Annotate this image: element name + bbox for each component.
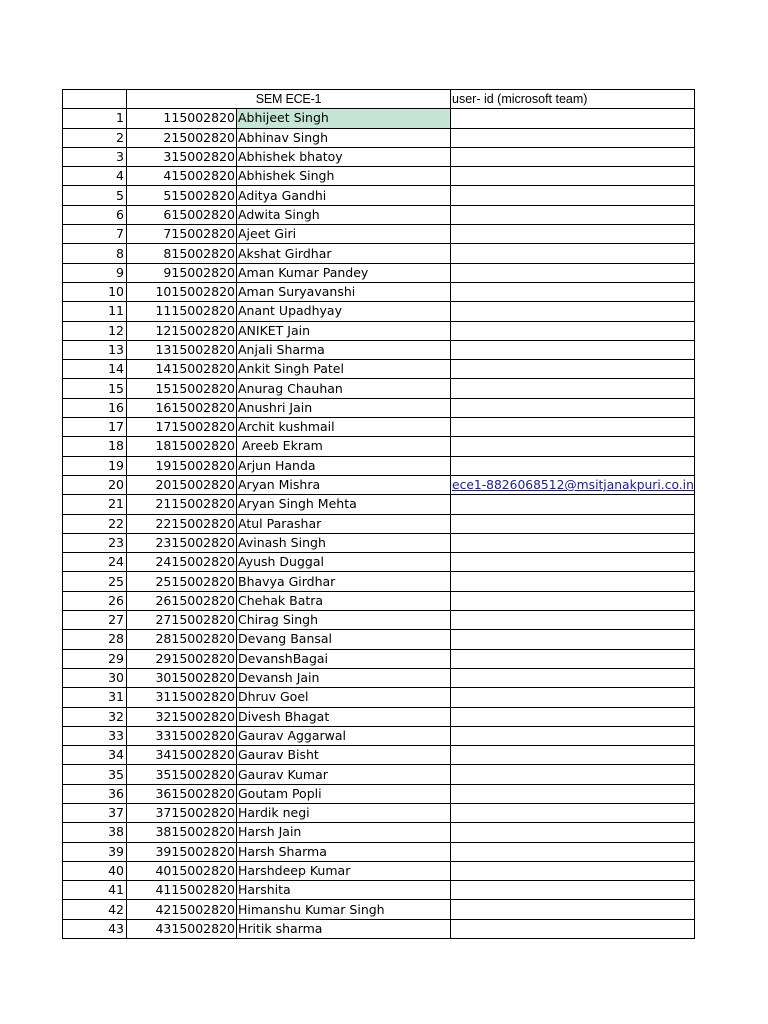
roll-number-cell[interactable]: 3115002820	[127, 688, 237, 707]
serial-number-cell[interactable]: 14	[63, 360, 127, 379]
serial-number-cell[interactable]: 40	[63, 861, 127, 880]
user-id-cell[interactable]	[451, 553, 695, 572]
table-row	[63, 379, 695, 398]
table-row	[63, 340, 695, 359]
serial-number-cell[interactable]: 15	[63, 379, 127, 398]
table-row	[63, 263, 695, 282]
table-row	[63, 572, 695, 591]
table-row	[63, 205, 695, 224]
student-name-cell[interactable]: Abhinav Singh	[237, 128, 451, 147]
student-name-cell[interactable]: Abhishek bhatoy	[237, 147, 451, 166]
student-name-cell[interactable]: Chehak Batra	[237, 591, 451, 610]
student-name-cell[interactable]: Devang Bansal	[237, 630, 451, 649]
table-row	[63, 707, 695, 726]
table-row	[63, 456, 695, 475]
roll-number-cell[interactable]: 2315002820	[127, 533, 237, 552]
table-row	[63, 109, 695, 128]
user-id-cell[interactable]	[451, 456, 695, 475]
serial-number-cell[interactable]: 17	[63, 418, 127, 437]
roll-number-cell[interactable]: 215002820	[127, 128, 237, 147]
table-row	[63, 688, 695, 707]
student-name-cell[interactable]: Dhruv Goel	[237, 688, 451, 707]
serial-number-cell[interactable]: 37	[63, 803, 127, 822]
serial-number-cell[interactable]: 3	[63, 147, 127, 166]
table-row	[63, 630, 695, 649]
table-row	[63, 668, 695, 687]
student-name-cell[interactable]: Akshat Girdhar	[237, 244, 451, 263]
user-id-cell[interactable]	[451, 244, 695, 263]
user-id-cell[interactable]	[451, 900, 695, 919]
user-id-cell[interactable]	[451, 803, 695, 822]
table-row	[63, 225, 695, 244]
user-id-cell[interactable]	[451, 437, 695, 456]
roll-number-cell[interactable]: 915002820	[127, 263, 237, 282]
roll-number-cell[interactable]: 3415002820	[127, 746, 237, 765]
student-name-cell[interactable]: Bhavya Girdhar	[237, 572, 451, 591]
student-name-cell[interactable]: Harshita	[237, 881, 451, 900]
serial-number-cell[interactable]: 31	[63, 688, 127, 707]
user-id-cell[interactable]	[451, 398, 695, 417]
student-name-cell[interactable]: Adwita Singh	[237, 205, 451, 224]
header-row	[63, 90, 695, 109]
student-name-cell[interactable]: Aditya Gandhi	[237, 186, 451, 205]
roll-number-cell[interactable]: 4115002820	[127, 881, 237, 900]
table-row	[63, 649, 695, 668]
serial-number-cell[interactable]: 36	[63, 784, 127, 803]
serial-number-cell[interactable]: 6	[63, 205, 127, 224]
student-name-cell[interactable]: Aryan Mishra	[237, 475, 451, 494]
user-id-cell[interactable]	[451, 765, 695, 784]
user-id-cell[interactable]	[451, 109, 695, 128]
table-row	[63, 167, 695, 186]
user-id-link[interactable]: ece1-8826068512@msitjanakpuri.co.in	[452, 478, 694, 493]
user-id-cell[interactable]	[451, 668, 695, 687]
serial-number-cell[interactable]: 1	[63, 109, 127, 128]
serial-number-cell[interactable]: 35	[63, 765, 127, 784]
student-name-cell[interactable]: Harsh Jain	[237, 823, 451, 842]
table-row	[63, 302, 695, 321]
serial-number-cell[interactable]: 21	[63, 495, 127, 514]
roll-number-cell[interactable]: 3815002820	[127, 823, 237, 842]
user-id-cell[interactable]	[451, 128, 695, 147]
serial-number-cell[interactable]: 8	[63, 244, 127, 263]
user-id-cell[interactable]	[451, 225, 695, 244]
serial-number-cell[interactable]: 7	[63, 225, 127, 244]
student-name-cell[interactable]: Areeb Ekram	[237, 437, 451, 456]
roll-number-cell[interactable]: 515002820	[127, 186, 237, 205]
header-empty-cell[interactable]	[63, 90, 127, 109]
student-name-cell[interactable]: Anjali Sharma	[237, 340, 451, 359]
serial-number-cell[interactable]: 27	[63, 611, 127, 630]
serial-number-cell[interactable]: 5	[63, 186, 127, 205]
serial-number-cell[interactable]: 19	[63, 456, 127, 475]
student-name-cell[interactable]: Avinash Singh	[237, 533, 451, 552]
roll-number-cell[interactable]: 715002820	[127, 225, 237, 244]
serial-number-cell[interactable]: 41	[63, 881, 127, 900]
table-row	[63, 186, 695, 205]
user-id-cell[interactable]	[451, 360, 695, 379]
roll-number-cell[interactable]: 4215002820	[127, 900, 237, 919]
table-row	[63, 360, 695, 379]
user-id-cell[interactable]	[451, 302, 695, 321]
user-id-cell[interactable]	[451, 205, 695, 224]
roll-number-cell[interactable]: 3715002820	[127, 803, 237, 822]
roll-number-cell[interactable]: 1915002820	[127, 456, 237, 475]
roll-number-cell[interactable]: 1515002820	[127, 379, 237, 398]
table-row	[63, 746, 695, 765]
user-id-cell[interactable]	[451, 495, 695, 514]
student-name-cell[interactable]: Devansh Jain	[237, 668, 451, 687]
roll-number-cell[interactable]: 1415002820	[127, 360, 237, 379]
student-name-cell[interactable]: Hardik negi	[237, 803, 451, 822]
table-row	[63, 514, 695, 533]
student-name-cell[interactable]: Abhishek Singh	[237, 167, 451, 186]
roll-number-cell[interactable]: 3215002820	[127, 707, 237, 726]
student-name-cell[interactable]: Himanshu Kumar Singh	[237, 900, 451, 919]
roll-number-cell[interactable]: 2615002820	[127, 591, 237, 610]
roll-number-cell[interactable]: 2015002820	[127, 475, 237, 494]
roll-number-cell[interactable]: 1815002820	[127, 437, 237, 456]
student-name-cell[interactable]: Arjun Handa	[237, 456, 451, 475]
roll-number-cell[interactable]: 3915002820	[127, 842, 237, 861]
serial-number-cell[interactable]: 23	[63, 533, 127, 552]
user-id-cell[interactable]	[451, 418, 695, 437]
student-name-cell[interactable]: Ayush Duggal	[237, 553, 451, 572]
table-row	[63, 803, 695, 822]
serial-number-cell[interactable]: 32	[63, 707, 127, 726]
user-id-cell[interactable]	[451, 475, 695, 494]
student-name-cell[interactable]: Hritik sharma	[237, 919, 451, 938]
roll-number-cell[interactable]: 1315002820	[127, 340, 237, 359]
user-id-cell[interactable]	[451, 919, 695, 938]
sheet-body	[63, 90, 695, 939]
student-name-cell[interactable]: Aman Suryavanshi	[237, 282, 451, 301]
table-row	[63, 765, 695, 784]
serial-number-cell[interactable]: 20	[63, 475, 127, 494]
student-name-cell[interactable]: Abhijeet Singh	[237, 109, 451, 128]
user-id-cell[interactable]	[451, 649, 695, 668]
serial-number-cell[interactable]: 16	[63, 398, 127, 417]
roll-number-cell[interactable]: 815002820	[127, 244, 237, 263]
user-id-cell[interactable]	[451, 823, 695, 842]
serial-number-cell[interactable]: 18	[63, 437, 127, 456]
serial-number-cell[interactable]: 30	[63, 668, 127, 687]
user-id-cell[interactable]	[451, 282, 695, 301]
table-row	[63, 437, 695, 456]
user-id-cell[interactable]	[451, 514, 695, 533]
student-name-cell[interactable]: Aman Kumar Pandey	[237, 263, 451, 282]
user-id-cell[interactable]	[451, 321, 695, 340]
serial-number-cell[interactable]: 10	[63, 282, 127, 301]
user-id-cell[interactable]	[451, 746, 695, 765]
table-row	[63, 147, 695, 166]
student-name-cell[interactable]: Archit kushmail	[237, 418, 451, 437]
roll-number-cell[interactable]: 115002820	[127, 109, 237, 128]
student-name-cell[interactable]: Divesh Bhagat	[237, 707, 451, 726]
table-row	[63, 128, 695, 147]
table-row	[63, 842, 695, 861]
table-row	[63, 919, 695, 938]
roll-number-cell[interactable]: 415002820	[127, 167, 237, 186]
student-name-cell[interactable]: Harshdeep Kumar	[237, 861, 451, 880]
roll-number-cell[interactable]: 1115002820	[127, 302, 237, 321]
user-id-cell[interactable]	[451, 688, 695, 707]
roll-number-cell[interactable]: 2115002820	[127, 495, 237, 514]
user-id-cell[interactable]	[451, 572, 695, 591]
roll-number-cell[interactable]: 1015002820	[127, 282, 237, 301]
student-name-cell[interactable]: Aryan Singh Mehta	[237, 495, 451, 514]
roll-number-cell[interactable]: 2215002820	[127, 514, 237, 533]
table-row	[63, 784, 695, 803]
user-id-cell[interactable]	[451, 379, 695, 398]
roll-number-cell[interactable]: 4015002820	[127, 861, 237, 880]
user-id-cell[interactable]	[451, 630, 695, 649]
table-row	[63, 495, 695, 514]
roll-number-cell[interactable]: 3315002820	[127, 726, 237, 745]
serial-number-cell[interactable]: 24	[63, 553, 127, 572]
table-row	[63, 475, 695, 494]
table-row	[63, 553, 695, 572]
roll-number-cell[interactable]: 2815002820	[127, 630, 237, 649]
user-id-cell[interactable]	[451, 263, 695, 282]
serial-number-cell[interactable]: 38	[63, 823, 127, 842]
user-id-cell[interactable]	[451, 784, 695, 803]
user-id-cell[interactable]	[451, 533, 695, 552]
roll-number-cell[interactable]: 2915002820	[127, 649, 237, 668]
serial-number-cell[interactable]: 28	[63, 630, 127, 649]
table-row	[63, 533, 695, 552]
serial-number-cell[interactable]: 33	[63, 726, 127, 745]
table-row	[63, 418, 695, 437]
table-row	[63, 321, 695, 340]
student-name-cell[interactable]: Anant Upadhyay	[237, 302, 451, 321]
student-name-cell[interactable]: Gaurav Bisht	[237, 746, 451, 765]
roll-number-cell[interactable]: 1715002820	[127, 418, 237, 437]
user-id-cell[interactable]	[451, 167, 695, 186]
serial-number-cell[interactable]: 25	[63, 572, 127, 591]
roll-number-cell[interactable]: 2415002820	[127, 553, 237, 572]
serial-number-cell[interactable]: 34	[63, 746, 127, 765]
serial-number-cell[interactable]: 29	[63, 649, 127, 668]
serial-number-cell[interactable]: 9	[63, 263, 127, 282]
sheet-title[interactable]: SEM ECE-1	[127, 90, 451, 109]
serial-number-cell[interactable]: 11	[63, 302, 127, 321]
serial-number-cell[interactable]: 22	[63, 514, 127, 533]
roll-number-cell[interactable]: 615002820	[127, 205, 237, 224]
serial-number-cell[interactable]: 2	[63, 128, 127, 147]
serial-number-cell[interactable]: 4	[63, 167, 127, 186]
student-name-cell[interactable]: Anushri Jain	[237, 398, 451, 417]
roll-number-cell[interactable]: 315002820	[127, 147, 237, 166]
serial-number-cell[interactable]: 12	[63, 321, 127, 340]
roll-number-cell[interactable]: 1215002820	[127, 321, 237, 340]
serial-number-cell[interactable]: 39	[63, 842, 127, 861]
roll-number-cell[interactable]: 2515002820	[127, 572, 237, 591]
roll-number-cell[interactable]: 1615002820	[127, 398, 237, 417]
user-id-cell[interactable]	[451, 726, 695, 745]
student-name-cell[interactable]: Goutam Popli	[237, 784, 451, 803]
uid-column-header[interactable]: user- id (microsoft team)	[451, 90, 695, 109]
table-row	[63, 823, 695, 842]
student-name-cell[interactable]: Ajeet Giri	[237, 225, 451, 244]
student-name-cell[interactable]: DevanshBagai	[237, 649, 451, 668]
roll-number-cell[interactable]: 3515002820	[127, 765, 237, 784]
serial-number-cell[interactable]: 26	[63, 591, 127, 610]
roll-number-cell[interactable]: 3615002820	[127, 784, 237, 803]
user-id-cell[interactable]	[451, 591, 695, 610]
user-id-cell[interactable]	[451, 881, 695, 900]
roll-number-cell[interactable]: 3015002820	[127, 668, 237, 687]
user-id-cell[interactable]	[451, 611, 695, 630]
table-row	[63, 282, 695, 301]
serial-number-cell[interactable]: 43	[63, 919, 127, 938]
user-id-cell[interactable]	[451, 861, 695, 880]
user-id-cell[interactable]	[451, 186, 695, 205]
roll-number-cell[interactable]: 2715002820	[127, 611, 237, 630]
student-name-cell[interactable]: Atul Parashar	[237, 514, 451, 533]
serial-number-cell[interactable]: 42	[63, 900, 127, 919]
student-name-cell[interactable]: Anurag Chauhan	[237, 379, 451, 398]
student-sheet-table	[62, 89, 695, 939]
table-row	[63, 398, 695, 417]
roll-number-cell[interactable]: 4315002820	[127, 919, 237, 938]
student-name-cell[interactable]: Gaurav Kumar	[237, 765, 451, 784]
table-row	[63, 881, 695, 900]
serial-number-cell[interactable]: 13	[63, 340, 127, 359]
user-id-cell[interactable]	[451, 707, 695, 726]
table-row	[63, 726, 695, 745]
student-name-cell[interactable]: Harsh Sharma	[237, 842, 451, 861]
table-row	[63, 861, 695, 880]
table-row	[63, 244, 695, 263]
table-row	[63, 591, 695, 610]
user-id-cell[interactable]	[451, 340, 695, 359]
student-name-cell[interactable]: Chirag Singh	[237, 611, 451, 630]
user-id-cell[interactable]	[451, 147, 695, 166]
user-id-cell[interactable]	[451, 842, 695, 861]
student-name-cell[interactable]: ANIKET Jain	[237, 321, 451, 340]
student-name-cell[interactable]: Ankit Singh Patel	[237, 360, 451, 379]
table-row	[63, 611, 695, 630]
student-name-cell[interactable]: Gaurav Aggarwal	[237, 726, 451, 745]
table-row	[63, 900, 695, 919]
